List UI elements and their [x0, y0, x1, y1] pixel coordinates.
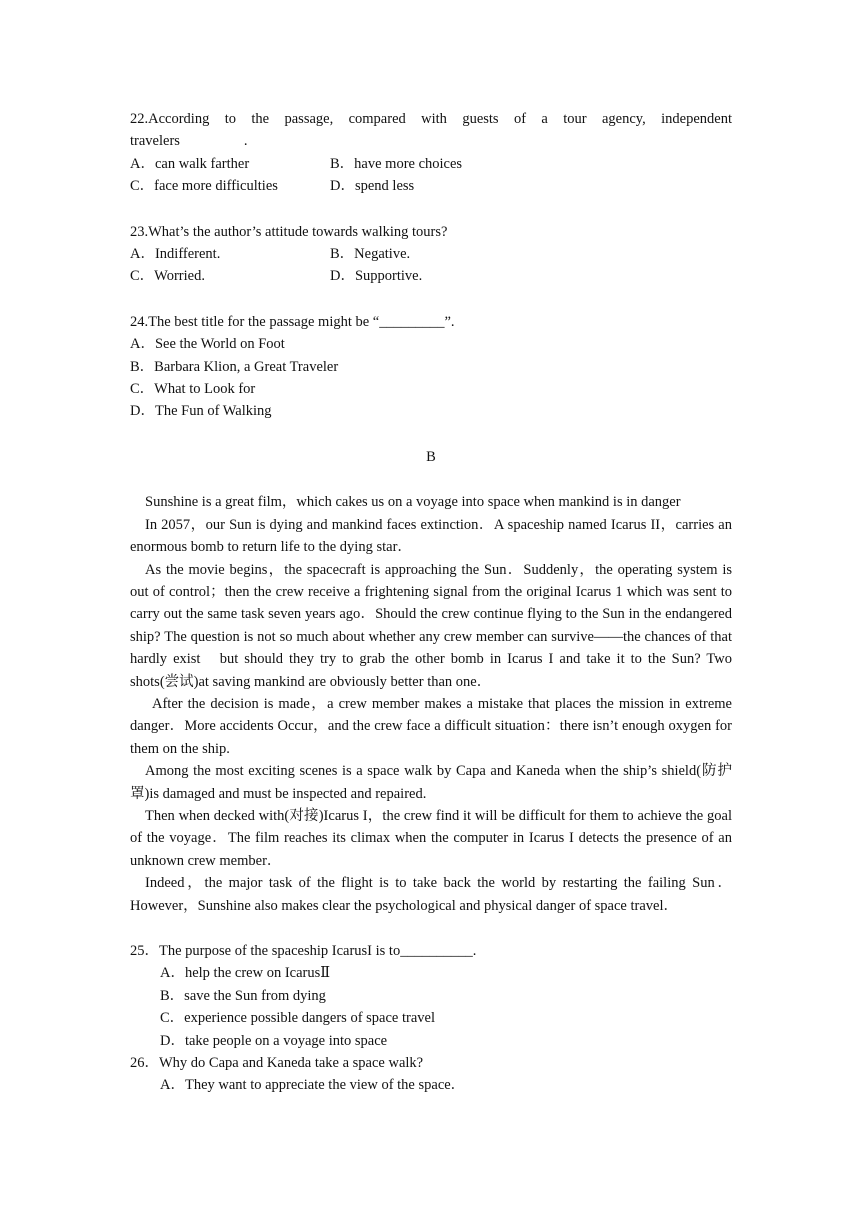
question-22-stem-line2	[130, 130, 732, 152]
option-c: C．face more difficulties	[130, 178, 278, 195]
option-c: C．experience possible dangers of space travel	[160, 1010, 435, 1027]
question-22-stem-line1: 22.According to the passage, compared with guests of a tour agency, independent	[130, 111, 732, 127]
question-22-stem-line2-text: travelers	[130, 133, 180, 150]
question-24-stem: 24.The best title for the passage might be “_________”.	[130, 313, 455, 330]
option-b: B．have more choices	[330, 155, 463, 172]
option-a: A．See the World on Foot	[130, 336, 285, 353]
question-23-options-row1	[130, 243, 732, 265]
paragraph-4: After the decision is made，a crew member makes a mistake that places the mission in extreme danger．More accidents Occur，and the crew face a difficult situation：there isn’t enough oxygen for them on the ship.	[130, 695, 732, 757]
paragraph-3: As the movie begins，the spacecraft is approaching the Sun．Suddenly，the operating system is out of control；then the crew receive a frightening signal from the original Icarus 1 which was sent to carry out the same task seven years ago．Should the crew continue flying to the Sun in the endangered ship? The question is not so much about whether any crew member can survive——the chances of that hardly exist but should they try to grab the other bomb in Icarus I and take it to the Sun? Two shots(尝试)at saving mankind are obviously better than one．	[130, 561, 732, 690]
paragraph-6: Then when decked with(对接)Icarus I，the crew find it will be difficult for them to achieve the goal of the voyage．The film reaches its climax when the computer in Icarus I detects the presence of an unknown crew member．	[130, 807, 732, 869]
paragraph-1: Sunshine is a great film，which cakes us on a voyage into space when mankind is in danger	[145, 494, 681, 511]
question-25-stem: 25．The purpose of the spaceship IcarusI is to__________.	[130, 943, 477, 959]
question-25	[130, 940, 732, 1052]
question-26-stem: 26．Why do Capa and Kaneda take a space walk?	[130, 1055, 424, 1072]
question-22-stem-end: .	[243, 133, 248, 150]
option-c: C．What to Look for	[130, 381, 256, 398]
question-26	[130, 1052, 732, 1097]
option-d: D．The Fun of Walking	[130, 403, 272, 420]
paragraph-5: Among the most exciting scenes is a space walk by Capa and Kaneda when the ship’s shield(防护罩)is damaged and must be inspected and repaired.	[130, 763, 732, 802]
option-b: B．Negative.	[330, 246, 411, 263]
option-a: A．help the crew on IcarusⅡ	[160, 965, 331, 982]
option-b: B．save the Sun from dying	[160, 987, 326, 1004]
question-22	[130, 108, 732, 198]
section-heading: B	[426, 448, 436, 465]
option-d: D．spend less	[330, 178, 415, 195]
question-22-options-row1	[130, 153, 732, 175]
reading-passage	[130, 491, 732, 917]
option-d: D．Supportive.	[330, 268, 423, 285]
document-content	[130, 108, 732, 1097]
option-b: B．Barbara Klion, a Great Traveler	[130, 358, 339, 375]
paragraph-7: Indeed，the major task of the flight is to take back the world by restarting the failing Sun．However，Sunshine also makes clear the psychological and physical danger of space travel．	[130, 875, 732, 914]
question-22-options-row2	[130, 175, 732, 197]
option-d: D．take people on a voyage into space	[160, 1032, 388, 1049]
option-a: A．can walk farther	[130, 155, 250, 172]
option-a: A．Indifferent.	[130, 246, 221, 263]
option-a: A．They want to appreciate the view of the space．	[160, 1077, 466, 1094]
paragraph-2: In 2057，our Sun is dying and mankind faces extinction．A spaceship named Icarus II，carries an enormous bomb to return life to the dying star．	[130, 516, 732, 556]
question-23	[130, 221, 732, 288]
option-c: C．Worried.	[130, 268, 205, 285]
question-23-stem: 23.What’s the author’s attitude towards walking tours?	[130, 223, 448, 240]
question-24	[130, 311, 732, 423]
question-23-options-row2	[130, 265, 732, 287]
